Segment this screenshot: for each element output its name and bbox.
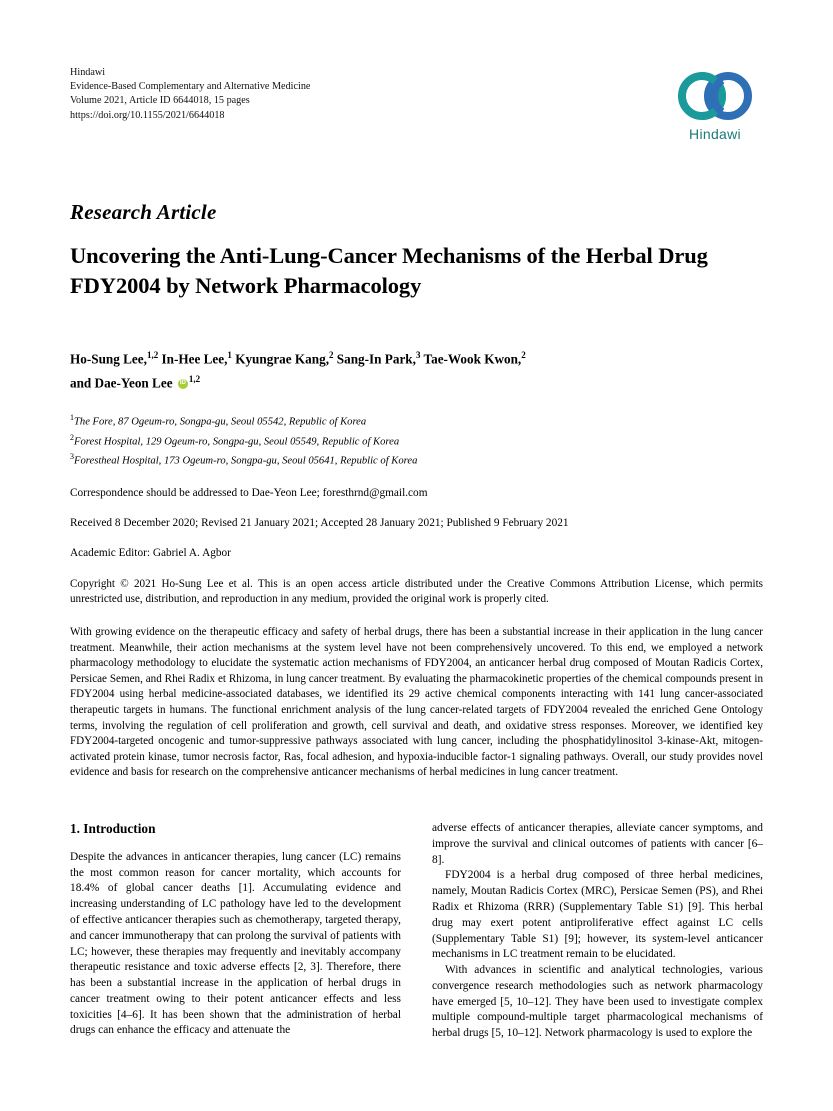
section-heading-introduction: 1. Introduction (70, 820, 156, 836)
hindawi-logo-icon (678, 70, 752, 122)
column-right (432, 821, 763, 1042)
publication-dates: Received 8 December 2020; Revised 21 January 2021; Accepted 28 January 2021; Published 9 February 2021 (70, 516, 569, 529)
affiliation-2: $^2$Forest Hospital, 129 Ogeum-ro, Songpa-gu, Seoul 05549, Republic of Korea (70, 432, 400, 448)
paragraph: With advances in scientific and analytical technologies, various convergence research methodologies such as network pharmacology have emerged [5, 10–12]. They have been used to investigate complex multiple compound-multiple target pharmacological mechanisms of herbal drugs [5, 10–12]. Network pharmacology is used to explore the (432, 964, 763, 1040)
abstract: With growing evidence on the therapeutic efficacy and safety of herbal drugs, there has been a substantial increase in their application in the lung cancer treatment. Meanwhile, their action mechanisms at the system level have not been comprehensively uncovered. To this end, we employed a network pharmacology methodology to elucidate the systematic action mechanisms of FDY2004, an anticancer herbal drug composed of Moutan Radicis Cortex, Persicae Semen, and Rhei Radix et Rhizoma, in lung cancer treatment. By evaluating the pharmacokinetic properties of the chemical compounds present in FDY2004 using herbal medicine-associated databases, we identified its 29 active chemical components interacting with 141 lung cancer-associated therapeutic targets in humans. The functional enrichment analysis of the lung cancer-related targets of FDY2004 revealed the enriched Gene Ontology terms, involving the regulation of cell proliferation and growth, cell survival and death, and oxidative stress responses. Moreover, we identified key FDY2004-targeted oncogenic and tumor-suppressive pathways associated with lung cancer, including the phosphatidylinositol 3-kinase-Akt, mitogen-activated protein kinase, tumor necrosis factor, Ras, focal adhesion, and hypoxia-inducible factor-1 signaling pathways. Overall, our study provides novel evidence and basis for research on the comprehensive anticancer mechanisms of herbal medicines in lung cancer treatment. (70, 625, 763, 779)
masthead (70, 66, 763, 158)
column-left (70, 821, 401, 1042)
hindawi-logo-wordmark: Hindawi (689, 126, 741, 142)
page-content (70, 66, 763, 1042)
author-list: Ho-Sung Lee,$^{1,2}$ In-Hee Lee,$^1$ Kyungrae Kang,$^2$ Sang-In Park,$^3$ Tae-Wook Kwon,$^2$ and Dae-Yeon Lee iD$^{1,2}$ (70, 345, 763, 394)
copyright-notice: Copyright © 2021 Ho-Sung Lee et al. This is an open access article distributed under the Creative Commons Attribution License, which permits unrestricted use, distribution, and reproduction in any medium, provided the original work is properly cited. (70, 577, 763, 606)
doi-link[interactable]: https://doi.org/10.1155/2021/6644018 (70, 109, 225, 121)
body-columns (70, 821, 763, 1042)
paragraph: FDY2004 is a herbal drug composed of three herbal medicines, namely, Moutan Radicis Cortex (MRC), Persicae Semen (PS), and Rhei Radix et Rhizoma (RRR) (Supplementary Table S1) [9]. This herbal drug may exert potent antiproliferative effect against LC cells (Supplementary Table S1) [9]; however, its system-level anticancer mechanisms in LC treatment remain to be elucidated. (432, 869, 763, 961)
affiliations (70, 410, 763, 469)
academic-editor: Academic Editor: Gabriel A. Agbor (70, 546, 231, 559)
publisher-name: Hindawi (70, 67, 106, 78)
journal-name: Evidence-Based Complementary and Alternative Medicine (70, 81, 311, 93)
affiliation-3: $^3$Forestheal Hospital, 173 Ogeum-ro, Songpa-gu, Seoul 05641, Republic of Korea (70, 452, 418, 467)
article-title: Uncovering the Anti-Lung-Cancer Mechanisms of the Herbal Drug FDY2004 by Network Pharmacology (70, 243, 708, 298)
affiliation-1: $^1$The Fore, 87 Ogeum-ro, Songpa-gu, Seoul 05542, Republic of Korea (70, 412, 367, 428)
article-type: Research Article (70, 200, 217, 224)
paragraph: adverse effects of anticancer therapies, alleviate cancer symptoms, and improve the survival and clinical outcomes of patients with cancer [6–8]. (432, 821, 763, 866)
hindawi-logo (667, 70, 763, 156)
orcid-icon[interactable] (178, 379, 188, 389)
volume-info: Volume 2021, Article ID 6644018, 15 pages (70, 95, 250, 107)
correspondence: Correspondence should be addressed to Dae-Yeon Lee; foresthrnd@gmail.com (70, 486, 428, 499)
masthead-text (70, 66, 763, 123)
paragraph: Despite the advances in anticancer therapies, lung cancer (LC) remains the most common reason for cancer mortality, which accounts for 18.4% of global cancer deaths [1]. Accumulating evidence and increasing understanding of LC pathology have led to the development of effective anticancer therapies such as chemotherapy, targeted therapy, and cancer immunotherapy that can prolong the survival of patients with LC; however, these therapies may frequently and inevitably accompany therapeutic resistance and toxic adverse effects [2, 3]. Therefore, there has been a substantial increase in the application of herbal drugs in cancer treatment owing to their potent anticancer effects and less toxicities [4–6]. It has been shown that the administration of herbal drugs can enhance the efficacy and attenuate the (70, 850, 401, 1037)
